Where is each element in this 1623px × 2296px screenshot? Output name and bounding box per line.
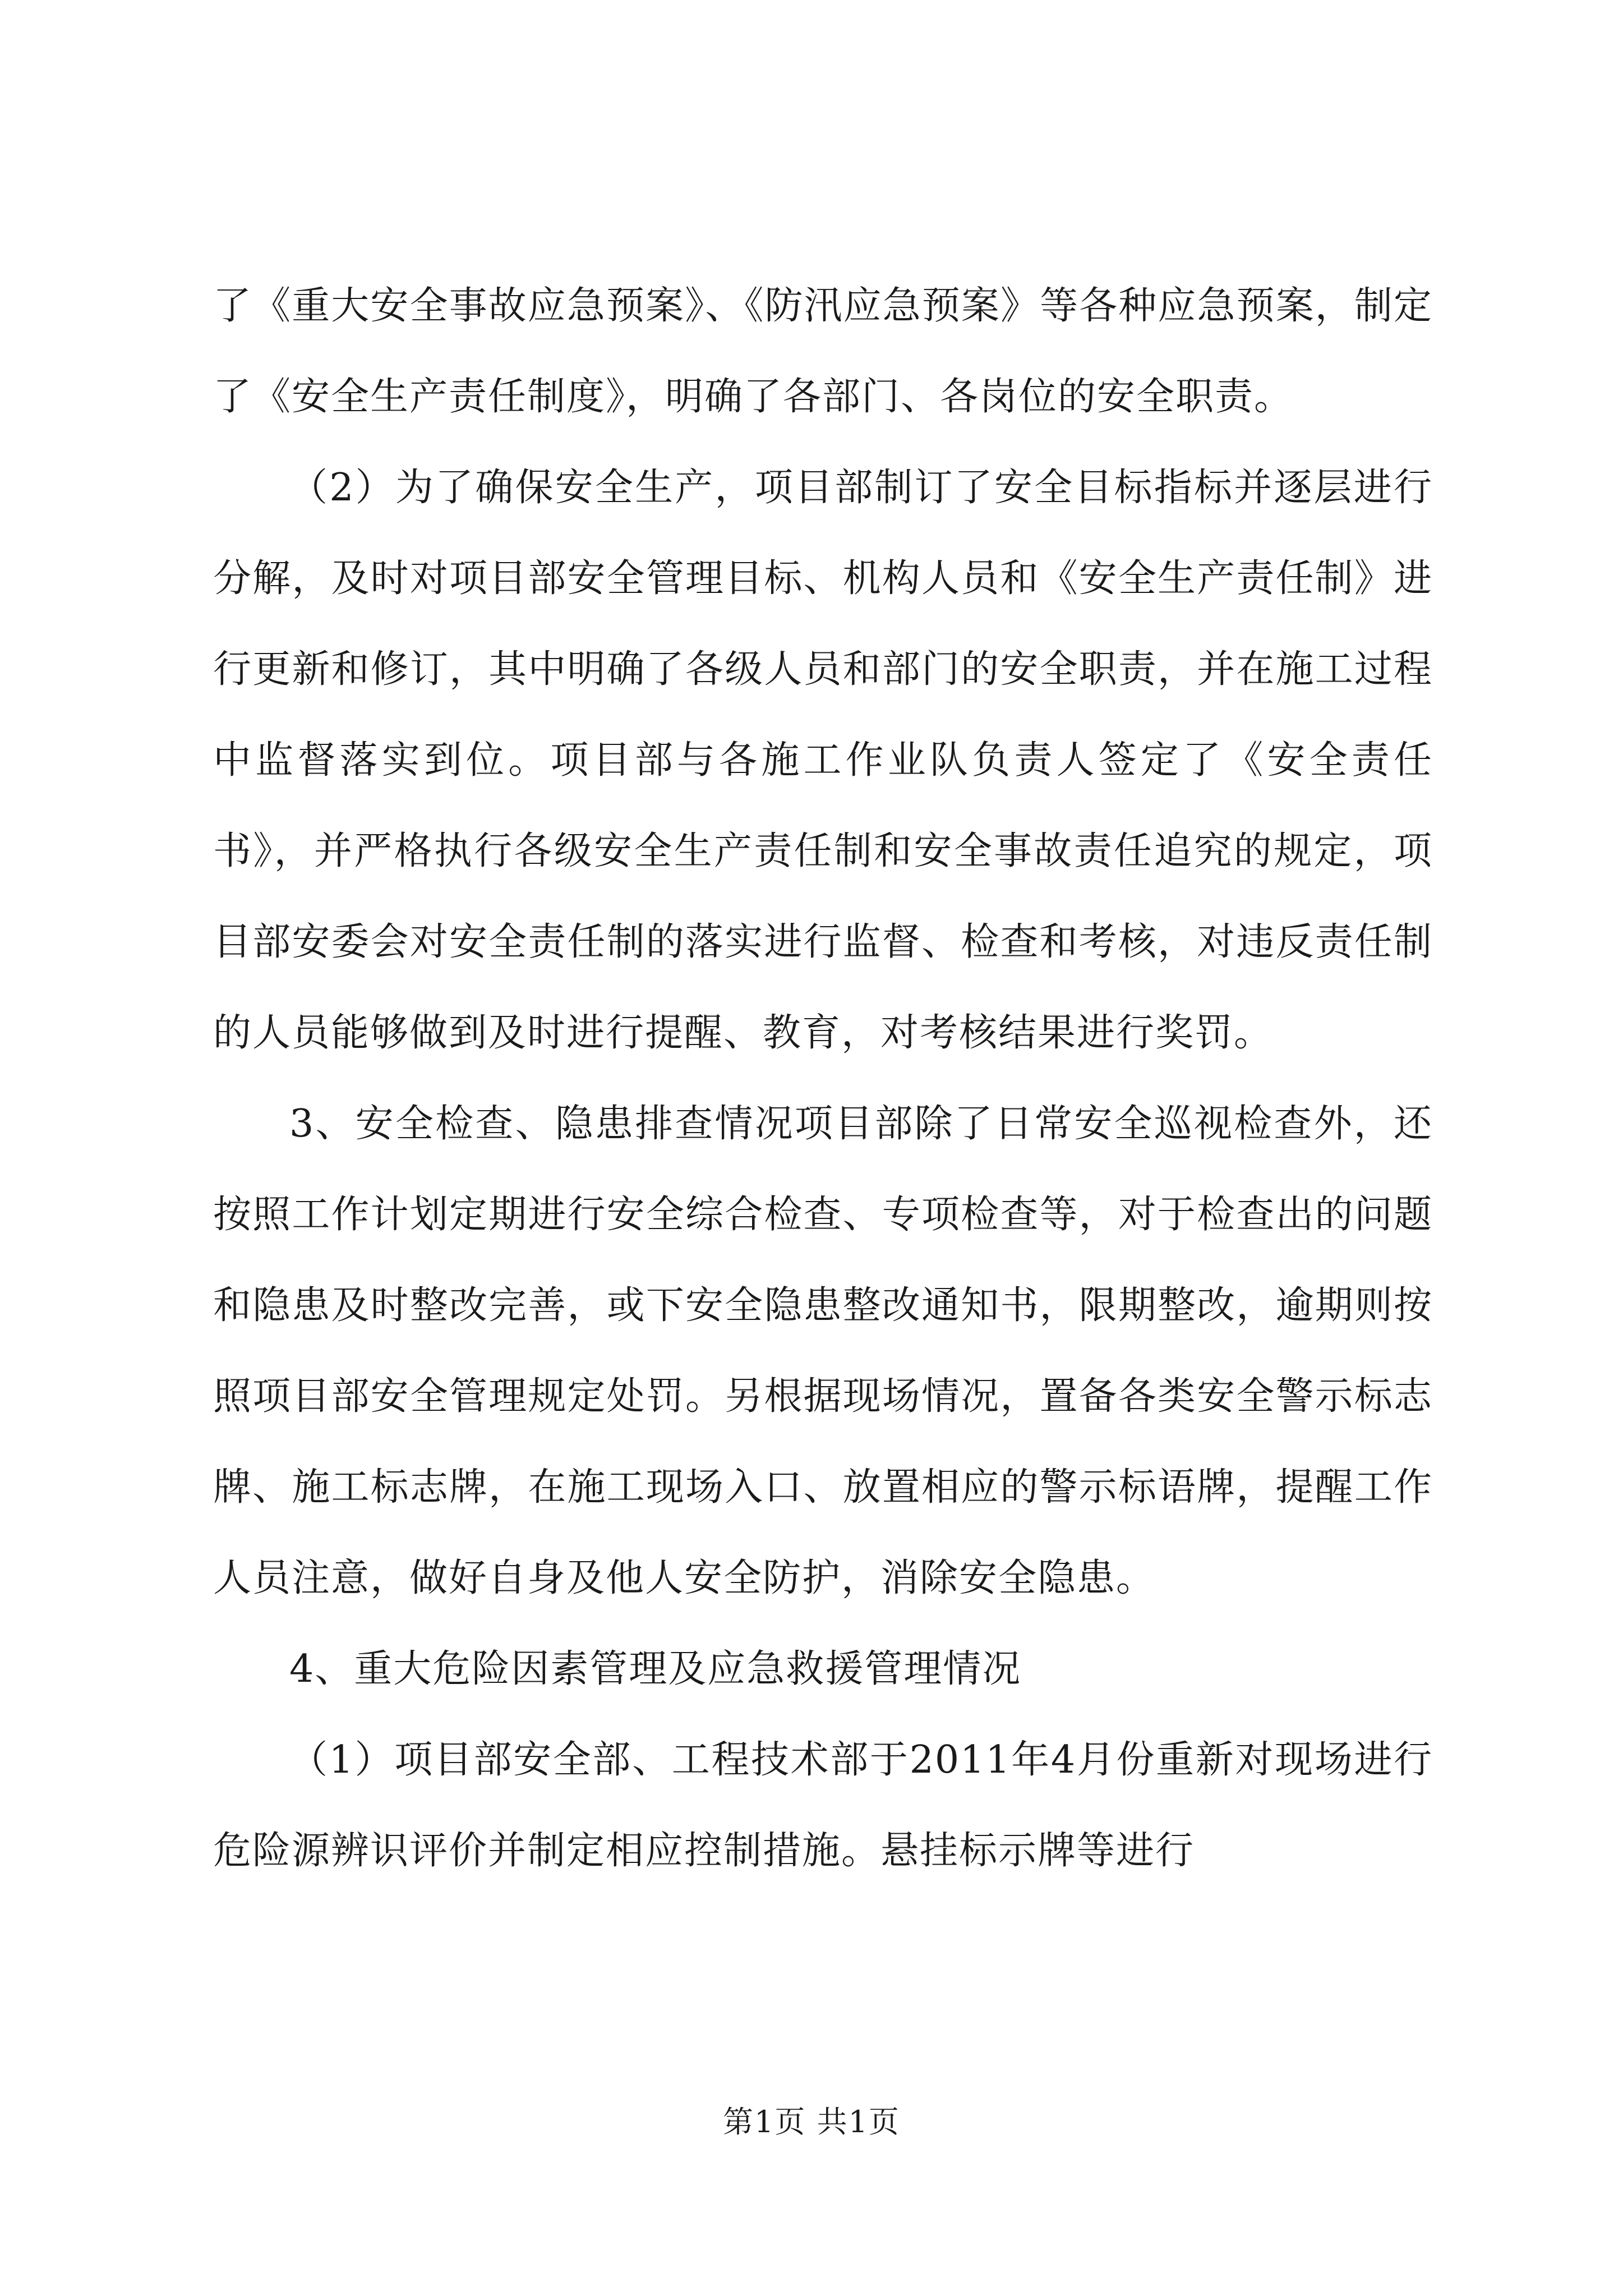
paragraph-inspection: 3、安全检查、隐患排查情况项目部除了日常安全巡视检查外，还按照工作计划定期进行安全综合检查、专项检查等，对于检查出的问题和隐患及时整改完善，或下安全隐患整改通知书，限期整改，逾期则按照项目部安全管理规定处罚。另根据现场情况，置备各类安全警示标志牌、施工标志牌，在施工现场入口、放置相应的警示标语牌，提醒工作人员注意，做好自身及他人安全防护，消除安全隐患。: [213, 1102, 1433, 1600]
document-body: [213, 261, 1433, 1897]
paragraph-section-heading: 4、重大危险因素管理及应急救援管理情况: [289, 1647, 1022, 1691]
page-footer: 第1页 共1页: [723, 2104, 900, 2139]
paragraph-hazard-identification: （1）项目部安全部、工程技术部于2011年4月份重新对现场进行危险源辨识评价并制定相应控制措施。悬挂标示牌等进行: [213, 1738, 1433, 1873]
paragraph-continuation: 了《重大安全事故应急预案》、《防汛应急预案》等各种应急预案，制定了《安全生产责任制度》，明确了各部门、各岗位的安全职责。: [213, 284, 1433, 419]
paragraph-responsibility: （2）为了确保安全生产，项目部制订了安全目标指标并逐层进行分解，及时对项目部安全管理目标、机构人员和《安全生产责任制》进行更新和修订，其中明确了各级人员和部门的安全职责，并在施工过程中监督落实到位。项目部与各施工作业队负责人签定了《安全责任书》，并严格执行各级安全生产责任制和安全事故责任追究的规定，项目部安委会对安全责任制的落实进行监督、检查和考核，对违反责任制的人员能够做到及时进行提醒、教育，对考核结果进行奖罚。: [213, 466, 1433, 1055]
